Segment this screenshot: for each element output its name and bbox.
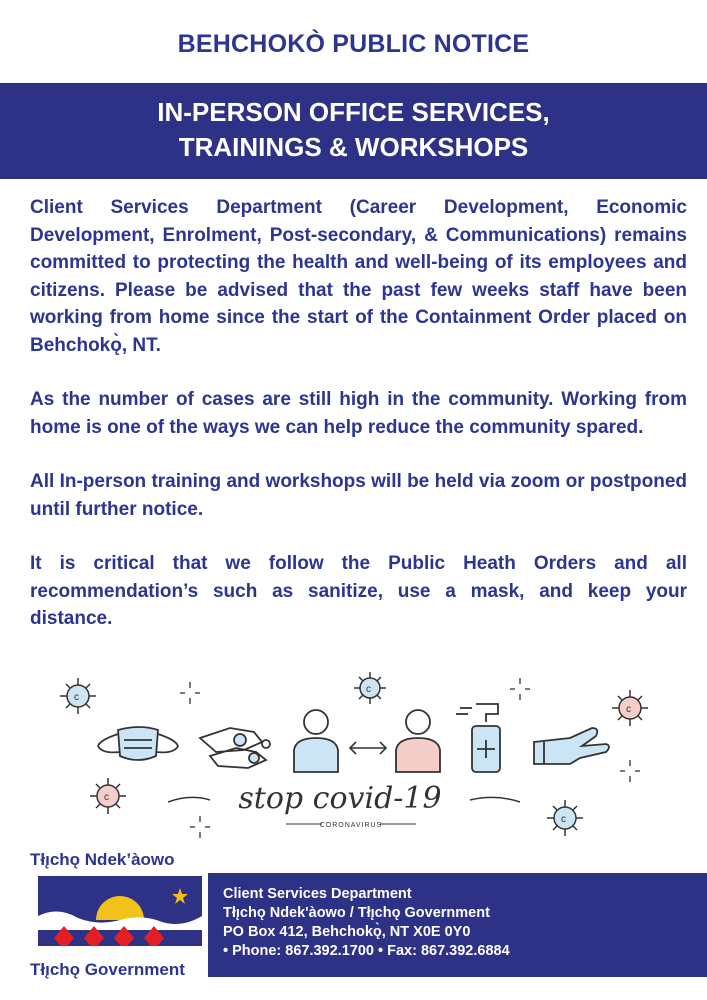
svg-text:c: c (561, 814, 566, 825)
stop-covid-illustration (40, 668, 680, 848)
flag-emblem (38, 876, 202, 956)
coronavirus-caption: CORONAVIRUS (319, 822, 383, 829)
glove-icon (534, 728, 609, 764)
virus-icon (90, 778, 126, 814)
virus-icon (354, 672, 386, 704)
contact-address: PO Box 412, Behchokǫ̀, NT X0E 0Y0 (223, 924, 471, 940)
virus-icon (60, 678, 96, 714)
paragraph-1: Client Services Department (Career Development, Economic Development, Enrolment, Post-secondary, & Communications) remains committed to protecting the health and well-being of its employees and citizens. Please be advised that the past few weeks staff have been working from home since the start of the Containment Order placed on Behchokǫ̀, NT. (30, 197, 687, 356)
paragraph-4: It is critical that we follow the Public Heath Orders and all recommendation’s such as sanitize, use a mask, and keep your distance. (30, 553, 687, 629)
banner-line-2: TRAININGS & WORKSHOPS (178, 132, 529, 162)
paragraph-3: All In-person training and workshops will be held via zoom or postponed until further notice. (30, 471, 687, 520)
svg-text:c: c (366, 684, 371, 695)
person-icon (294, 710, 338, 772)
sanitizer-icon (456, 704, 500, 772)
svg-text:c: c (626, 704, 631, 715)
contact-government: Tłı̨chǫ Ndek'àowo / Tłı̨chǫ Government (223, 905, 490, 921)
distance-arrow-icon (350, 742, 386, 754)
svg-text:c: c (74, 692, 79, 703)
svg-text:c: c (104, 792, 109, 803)
wash-hands-icon (200, 728, 270, 768)
logo-bottom-text: Tłı̨chǫ Government (30, 960, 185, 979)
virus-icon (547, 800, 583, 836)
contact-department: Client Services Department (223, 886, 412, 902)
paragraph-2: As the number of cases are still high in the community. Working from home is one of the ways we can help reduce the community spared. (30, 389, 687, 438)
notice-title: BEHCHOKÒ PUBLIC NOTICE (177, 30, 530, 58)
stop-covid-text: stop covid-19 (238, 781, 442, 816)
contact-phone-fax: • Phone: 867.392.1700 • Fax: 867.392.6884 (223, 943, 510, 959)
title-banner (0, 83, 707, 179)
logo-top-text: Tłı̨chǫ Ndek’àowo (30, 850, 175, 869)
notice-body (30, 194, 687, 660)
tlicho-government-logo (30, 850, 210, 980)
banner-line-1: IN-PERSON OFFICE SERVICES, (157, 97, 550, 127)
contact-box (208, 873, 707, 977)
person-icon (396, 710, 440, 772)
virus-icon (612, 690, 648, 726)
mask-icon (98, 727, 178, 760)
